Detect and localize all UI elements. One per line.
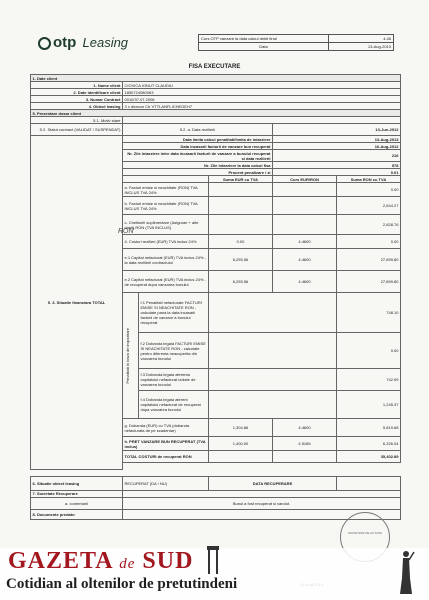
row-g-eur: 1,304.86 (209, 419, 273, 437)
row-e2-label: e.2 Capital nefacturat (EUR) TVA inclus 24% - de recuperat dupa vanzarea bunului (123, 271, 209, 293)
row-e1-eur: 6,255.56 (209, 249, 273, 271)
termination-date-label: 5.2. a. Data rezilierii (123, 124, 273, 136)
row-c-label: c. Cheltuieli suplimentare (Asigurari + alte chelt) RON (TVA INCLUS) (123, 215, 209, 235)
row-e2-rate: 4.4600 (273, 271, 337, 293)
leasing-object-label: 4. Obiect leasing (31, 103, 123, 110)
leasing-status-label: 6. Situatie obiect leasing (31, 476, 123, 490)
row-f4-label: f.4 Dobanda legala aferent capitalului nefacturat de recuperat dupa vanzarea bunului (139, 391, 209, 419)
row-h-ron: 6,326.04 (337, 437, 401, 451)
row-f2-ron: 0.00 (337, 333, 401, 369)
row-h-label: h. PRET VANZARE BUN RECUPERAT (TVA inclus) (123, 437, 209, 451)
sale-invoice-date-label: Data incasarii facturii de vanzare bun recuperat (123, 143, 273, 150)
sale-invoice-date-value: 16-Aug-2012 (273, 143, 401, 150)
row-e2-ron: 27,899.80 (337, 271, 401, 293)
row-d-eur: 0.00 (209, 235, 273, 249)
row-a-label: a. Facturi emise si neachitate (RON) TVA INCLUS TVA 24% (123, 183, 209, 197)
newspaper-tagline: Cotidian al oltenilor de pretutindeni (6, 576, 238, 592)
company-stamp: SOCIETATE PE ACTIUNI (340, 512, 390, 562)
statue-icon (396, 548, 416, 596)
delay-days-label: Nr. Zile intarziere intre data incasarii facturii de vanzare a bunului recuperat si data rezilierii (123, 150, 273, 162)
execution-sheet-table (30, 74, 401, 520)
comments-value: Bunul a fost recuperat si vandut. (123, 497, 401, 509)
row-e1-ron: 27,899.80 (337, 249, 401, 271)
contract-value: 0010/37.07.2006 (123, 96, 401, 103)
row-g-ron: 5,819.68 (337, 419, 401, 437)
col-rate-header: Curs EUR/RON (273, 176, 337, 183)
client-name-value: CIOVICA IONUT CLAUDIU (123, 82, 401, 89)
total-label: TOTAL COSTURI de recuperat RON (123, 451, 209, 463)
comments-label: a. comentarii (31, 497, 123, 509)
row-d-rate: 4.4600 (273, 235, 337, 249)
row-f4-ron: 1,245.37 (337, 391, 401, 419)
recovery-company-label: 7. Societate Recuperare (31, 490, 123, 497)
contract-label: 3. Numar Contract (31, 96, 123, 103)
penalty-percent-label: Procent penalizare / zi (123, 169, 273, 176)
curs-value: 4.46 (329, 35, 394, 43)
reason-label: 5.1. Motiv stare (31, 117, 123, 124)
col-eur-header: Suma EUR cu TVA (209, 176, 273, 183)
col-ron-header: Suma RON cu TVA (337, 176, 401, 183)
row-g-rate: 4.4600 (273, 419, 337, 437)
row-d-ron: 0.00 (337, 235, 401, 249)
penalty-percent-value: 0.01 (273, 169, 401, 176)
termination-date-value: 13-Jun-2012 (273, 124, 401, 136)
row-f1-ron: 748.10 (337, 293, 401, 333)
date-label: Data (199, 43, 329, 51)
recovery-date-label: DATA RECUPERARE (209, 476, 337, 490)
section-status-header: 5. Prezentare dosar client (31, 110, 401, 117)
newspaper-watermark-banner (0, 548, 429, 600)
row-f3-ron: 742.99 (337, 369, 401, 391)
contract-status-label: 5.2. Statut contract (VALIDAT / SUSPENDAT) (31, 124, 123, 136)
row-h-eur: 1,400.00 (209, 437, 273, 451)
row-c-ron: 2,828.76 (337, 215, 401, 235)
row-f2-label: f.2 Dobanda legala FACTURI EMISE SI NEACHITATE RON - calculate pentru diferenta neacoperita din vanzarea bunului (139, 333, 209, 369)
client-name-label: 1. Nume client (31, 82, 123, 89)
newspaper-name: GAZETA de SUD (8, 548, 194, 574)
otp-leasing-logo: otp Leasing (38, 34, 128, 51)
date-value: 13-Aug-2013 (329, 43, 394, 51)
row-h-rate: 4.5185 (273, 437, 337, 451)
row-f3-label: f.3 Dobanda legala aferenta capitalului nefacturat izolate de vanzarea bunului (139, 369, 209, 391)
financial-total-label: 5. 3. Situatie financiara TOTAL (31, 136, 123, 470)
curs-label: Curs OTP vanzare la data calcul debit final (199, 35, 329, 43)
row-e1-rate: 4.4600 (273, 249, 337, 271)
total-ron: 35,402.89 (337, 451, 401, 463)
leasing-object-value: 3 x diracon Ctr VTTLANFLICHEGEH7 (123, 103, 401, 110)
row-e1-label: e.1 Capital nefacturat (EUR) TVA inclus 24% - la data rezilierii contractului (123, 249, 209, 271)
delay-days-calc-label: Nr. Zile intarziere la data calcul fisa (123, 162, 273, 169)
otp-logo-icon (38, 37, 51, 50)
row-g-label: g. Dobanda (EUR) cu TVA (dobanda nefacturata de pe scadentar) (123, 419, 209, 437)
tower-icon (208, 550, 218, 574)
row-b-ron: 2,644.27 (337, 197, 401, 215)
limit-date-label: Data limita calcul penalitati/limita de intarziere (123, 136, 273, 143)
section-client-header: 1. Date client (31, 75, 401, 82)
row-d-label: 4. Costuri rezilieri (EUR) TVA inclus 24% (123, 235, 209, 249)
row-f1-label: f.1 Penalitati nefacturate FACTURI EMISE SI NEACHITATE RON - calculate pana la data incasarii facturii de vanzare a bunului recuperat (139, 293, 209, 333)
row-b-label: b. Facturi emise si neachitate (RON) TVA INCLUS TVA 24% (123, 197, 209, 215)
documents-label: 8. Documente predate: (31, 509, 123, 519)
penalties-vertical-label: Penalitati in baza de impozitare (124, 327, 130, 384)
handwritten-ron-note: RON (118, 228, 134, 235)
delay-days-value: 216 (273, 150, 401, 162)
limit-date-value: 13-Aug-2013 (273, 136, 401, 143)
document-title: FISA EXECUTARE (188, 64, 241, 70)
client-id-label: 2. Date identificare client (31, 89, 123, 96)
delay-days-calc-value: 578 (273, 162, 401, 169)
row-e2-eur: 6,255.56 (209, 271, 273, 293)
recovered-label: RECUPERAT (DA / NU) (123, 476, 209, 490)
client-id-value: 1850724080063 (123, 89, 401, 96)
exchange-rate-box (198, 34, 394, 51)
row-a-ron: 0.00 (337, 183, 401, 197)
